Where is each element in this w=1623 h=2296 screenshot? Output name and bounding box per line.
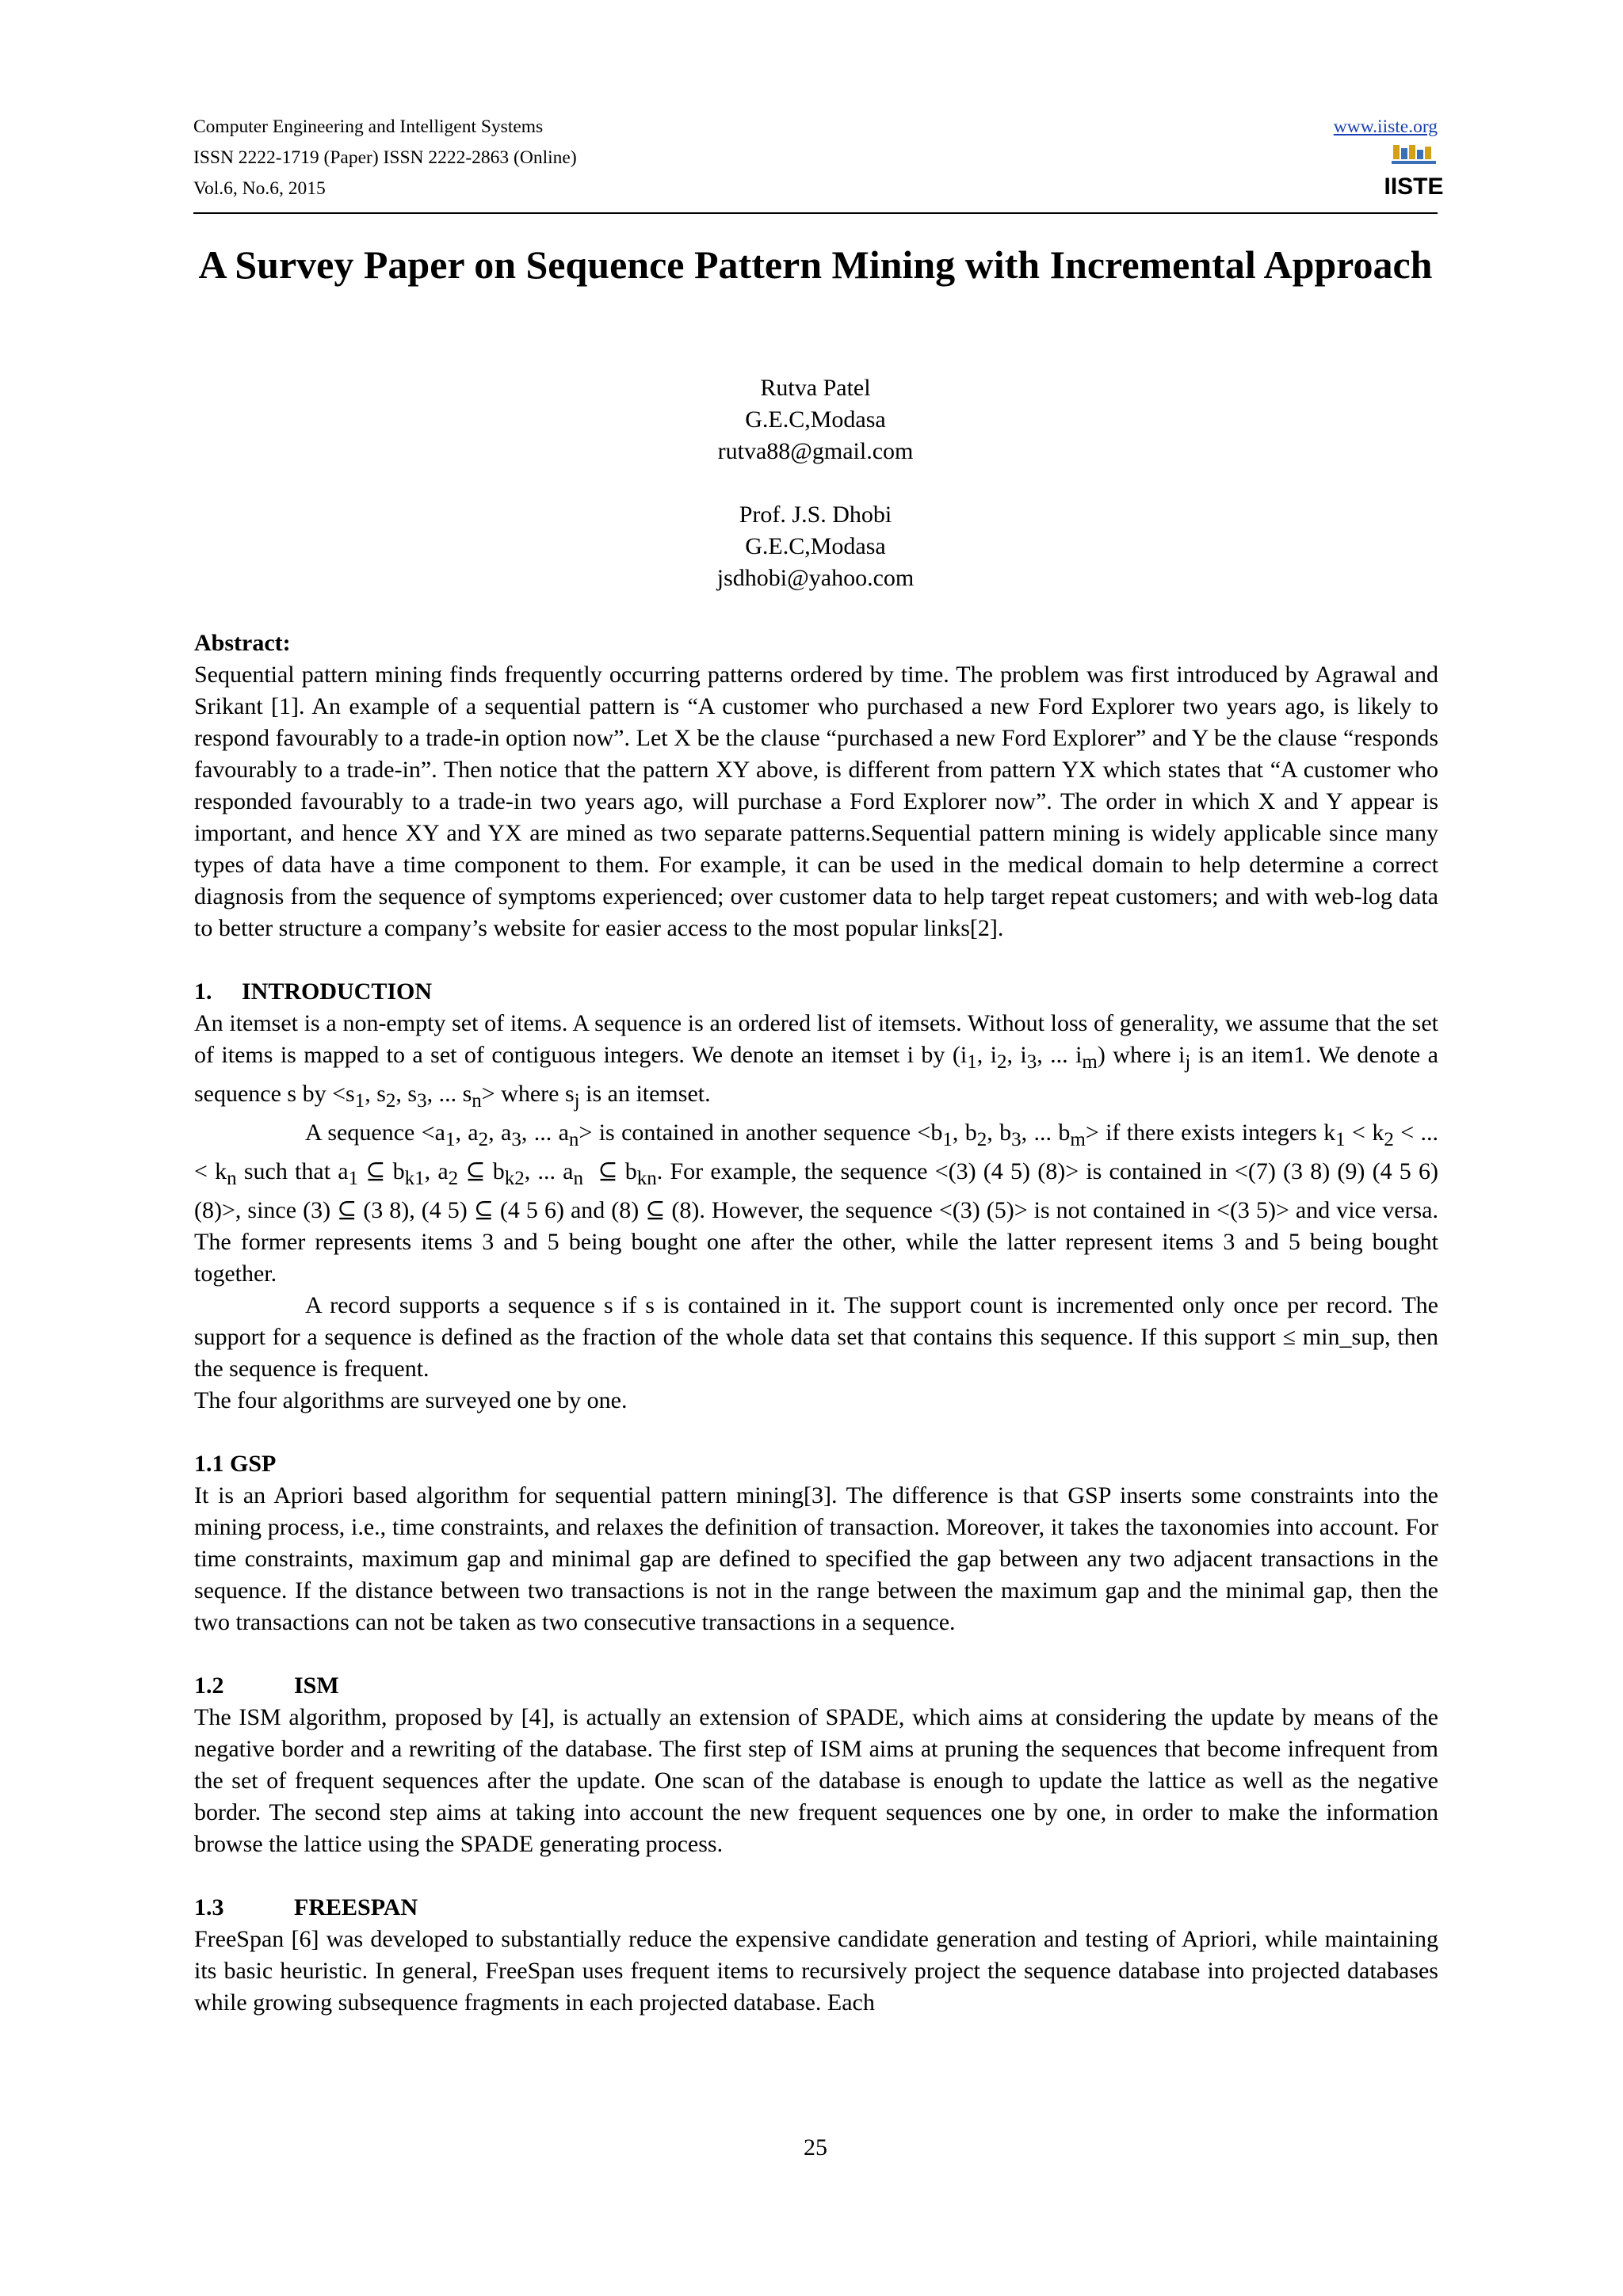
paper-body	[194, 627, 1438, 2019]
intro-number: 1.	[194, 978, 212, 1005]
iiste-logo-icon	[1384, 143, 1444, 204]
author-1-name: Rutva Patel	[760, 375, 871, 401]
intro-title: INTRODUCTION	[242, 978, 433, 1005]
freespan-number: 1.3	[194, 1894, 224, 1920]
ism-text: The ISM algorithm, proposed by [4], is actually an extension of SPADE, which aims at considering the update by means of the negative border and a rewriting of the database. The first step of ISM aims at pruning the sequences that become infrequent from the set of frequent sequences after the update. One scan of the database is enough to update the lattice as well as the negative border. The second step aims at taking into account the new frequent sequences one by one, in order to make the information browse the lattice using the SPADE generating process.	[194, 1704, 1438, 1857]
journal-url-link[interactable]: www.iiste.org	[1333, 116, 1438, 137]
intro-heading	[194, 976, 1438, 1008]
author-1-affiliation: G.E.C,Modasa	[745, 406, 886, 433]
freespan-text: FreeSpan [6] was developed to substantially reduce the expensive candidate generation and testing of Apriori, while maintaining its basic heuristic. In general, FreeSpan uses frequent items to recursively project the sequence database into projected databases while growing subsequence fragments in each projected database. Each	[194, 1926, 1438, 2016]
page-number: 25	[804, 2134, 827, 2161]
intro-paragraph-1: An itemset is a non-empty set of items. A sequence is an ordered list of itemsets. Without loss of generality, we assume that the set of items is mapped to a set of contiguous integers. We denote an itemset i by ($i_1$, $i_2$, $i_3$, ... $i_m$) where $i_j$ is an item1. We denote a sequence s by $<s_1$, $s_2$, $s_3$, ... $s_n>$ where $s_j$ is an itemset.	[194, 1010, 1438, 1112]
ism-number: 1.2	[194, 1672, 224, 1699]
ism-title: ISM	[294, 1672, 339, 1699]
gsp-text: It is an Apriori based algorithm for sequential pattern mining[3]. The difference is that GSP inserts some constraints into the mining process, i.e., time constraints, and relaxes the definition of transaction. Moreover, it takes the taxonomies into account. For time constraints, maximum gap and minimal gap are defined to specified the gap between any two adjacent transactions in the sequence. If the distance between two transactions is not in the range between the maximum gap and the minimal gap, then the two transactions can not be taken as two consecutive transactions in a sequence.	[194, 1482, 1438, 1635]
freespan-heading	[194, 1892, 1438, 1924]
author-2-email: jsdhobi@yahoo.com	[716, 565, 915, 591]
journal-volume: Vol.6, No.6, 2015	[193, 178, 326, 199]
journal-header	[193, 112, 1444, 204]
header-rule	[193, 212, 1438, 214]
abstract-heading: Abstract:	[194, 630, 291, 656]
logo-text: IISTE	[1384, 174, 1444, 200]
author-block	[193, 372, 1438, 594]
intro-paragraph-4: The four algorithms are surveyed one by one.	[194, 1387, 628, 1413]
author-1-email: rutva88@gmail.com	[717, 438, 914, 464]
gsp-heading: 1.1 GSP	[194, 1451, 277, 1477]
journal-issn: ISSN 2222-1719 (Paper) ISSN 2222-2863 (Online)	[193, 147, 577, 168]
intro-paragraph-3: A record supports a sequence s if s is contained in it. The support count is incremented only once per record. The support for a sequence is defined as the fraction of the whole data set that contains this sequence. If this support ≤ min_sup, then the sequence is frequent.	[194, 1292, 1438, 1382]
intro-paragraph-2: A sequence $<a_1$, $a_2$, $a_3$, ... $a_n>$ is contained in another sequence $<b_1$, $b_2$, $b_3$, ... $b_m>$ if there exists integers $k_1 < k_2$ < ... < $k_n$ such that $a_1$ ⊆ $b_{k1}$, $a_2$ ⊆ $b_{k2}$, ... $a_n$ ⊆ $b_{kn}$. For example, the sequence <(3) (4 5) (8)> is contained in <(7) (3 8) (9) (4 5 6) (8)>, since (3) ⊆ (3 8), (4 5) ⊆ (4 5 6) and (8) ⊆ (8). However, the sequence <(3) (5)> is not contained in <(3 5)> and vice versa. The former represents items 3 and 5 being bought one after the other, while the latter represent items 3 and 5 being bought together.	[194, 1119, 1439, 1287]
paper-title: A Survey Paper on Sequence Pattern Mining with Incremental Approach	[198, 242, 1433, 287]
author-2-affiliation: G.E.C,Modasa	[745, 533, 886, 559]
ism-heading	[194, 1670, 1438, 1702]
journal-name: Computer Engineering and Intelligent Systems	[193, 116, 544, 137]
abstract-text: Sequential pattern mining finds frequently occurring patterns ordered by time. The problem was first introduced by Agrawal and Srikant [1]. An example of a sequential pattern is “A customer who purchased a new Ford Explorer two years ago, is likely to respond favourably to a trade-in option now”. Let X be the clause “purchased a new Ford Explorer” and Y be the clause “responds favourably to a trade-in”. Then notice that the pattern XY above, is different from pattern YX which states that “A customer who responded favourably to a trade-in two years ago, will purchase a Ford Explorer now”. The order in which X and Y appear is important, and hence XY and YX are mined as two separate patterns.Sequential pattern mining is widely applicable since many types of data have a time component to them. For example, it can be used in the medical domain to help determine a correct diagnosis from the sequence of symptoms experienced; over customer data to help target repeat customers; and with web-log data to better structure a company’s website for easier access to the most popular links[2].	[194, 662, 1438, 941]
author-2-name: Prof. J.S. Dhobi	[739, 502, 892, 528]
freespan-title: FREESPAN	[294, 1894, 418, 1920]
